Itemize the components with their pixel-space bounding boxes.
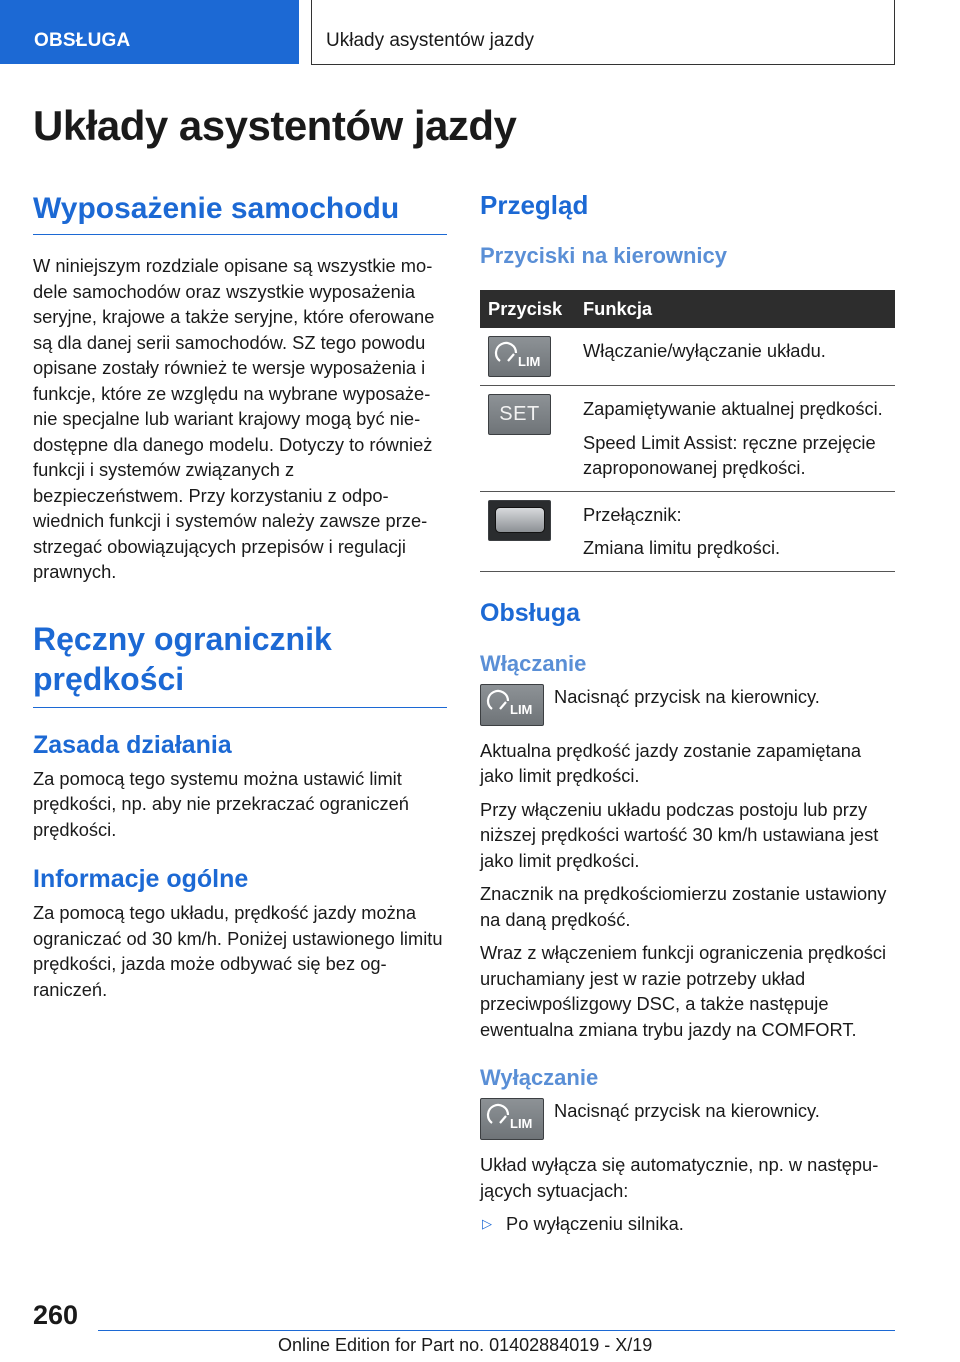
off-paragraph-1: Układ wyłącza się automatycznie, np. w następujących sytuacjach: bbox=[480, 1154, 879, 1201]
on-paragraph-3: Znacznik na prędkościomierzu zostanie ustawiony na daną prędkość. bbox=[480, 883, 887, 930]
footer-edition: Online Edition for Part no. 01402884019 - X/19 bbox=[278, 1335, 653, 1355]
table-cell-function: Zapamiętywanie aktualnej prędkości. Speed Limit Assist: ręczne przejęcie zaproponowanej prędkości. bbox=[575, 386, 895, 492]
off-step-text: Nacisnąć przycisk na kierownicy. bbox=[554, 1100, 820, 1121]
table-header-row bbox=[480, 290, 895, 328]
page-title: Układy asystentów jazdy bbox=[33, 102, 517, 149]
operation-heading: Obsługa bbox=[480, 598, 581, 627]
table-header-button: Przycisk bbox=[480, 290, 575, 328]
list-item bbox=[480, 1211, 895, 1237]
principle-heading: Zasada działania bbox=[33, 730, 232, 759]
svg-text:LIM: LIM bbox=[510, 1116, 533, 1131]
on-step bbox=[480, 684, 895, 726]
equipment-text: W niniejszym rozdziale opisane są wszystkie modele samochodów oraz wszystkie wyposażenia seryjne, krajowe a także seryjne, które oferowane są dla danej serii samochodów. SZ tego powodu opisane zostały również te wersje wyposażenia i funkcje, które ze względu na wybrane wyposażenie specjalne lub wariant krajowy mogą być niedostępne dla danego modelu. Dotyczy to również funkcji i systemów związanych z bezpieczeństwem. Przy korzystaniu z odpowiednich funkcji i systemów należy zawsze przestrzegać obowiązujących przepisów i regulacji prawnych. bbox=[33, 255, 435, 582]
table-header-function: Funkcja bbox=[575, 290, 895, 328]
principle-text: Za pomocą tego systemu można ustawić limit prędkości, np. aby nie przekraczać ograniczeń prędkości. bbox=[33, 767, 409, 840]
buttons-heading: Przyciski na kierownicy bbox=[480, 243, 728, 268]
list-item-text: Po wyłączeniu silnika. bbox=[506, 1213, 684, 1234]
on-paragraph-4: Wraz z włączeniem funkcji ograniczenia prędkości uruchamiany jest w razie potrzeby układ przeciwpoślizgowy DSC, a także następuje ewentualna zmiana trybu jazdy na COMFORT. bbox=[480, 942, 887, 1040]
general-heading: Informacje ogólne bbox=[33, 865, 249, 893]
equipment-heading: Wyposażenie samochodu bbox=[33, 190, 447, 235]
footer-divider bbox=[98, 1330, 895, 1331]
header-section-label: OBSŁUGA bbox=[34, 30, 131, 51]
limiter-heading: Ręczny ogranicznik prędkości bbox=[33, 619, 447, 708]
on-paragraph-1: Aktualna prędkość jazdy zostanie zapamiętana jako limit prędkości. bbox=[480, 739, 862, 786]
table-row bbox=[480, 328, 895, 386]
header-chapter-label: Układy asystentów jazdy bbox=[326, 30, 535, 51]
lim-button-icon bbox=[480, 1098, 544, 1140]
header-chapter-tab bbox=[311, 0, 895, 65]
table-row bbox=[480, 491, 895, 571]
triangle-bullet-icon: ▷ bbox=[482, 1216, 492, 1231]
on-paragraph-2: Przy włączeniu układu podczas postoju lub przy niższej prędkości wartość 30 km/h ustawiana jest jako limit prędkości. bbox=[480, 798, 879, 871]
table-row bbox=[480, 386, 895, 492]
table-cell-function: Przełącznik: Zmiana limitu prędkości. bbox=[575, 491, 895, 571]
buttons-table bbox=[480, 290, 895, 572]
svg-text:LIM: LIM bbox=[510, 701, 533, 717]
on-heading: Włączanie bbox=[480, 650, 587, 676]
on-step-text: Nacisnąć przycisk na kierownicy. bbox=[554, 685, 820, 707]
left-column bbox=[33, 190, 447, 1002]
overview-heading: Przegląd bbox=[480, 190, 589, 220]
page-number: 260 bbox=[33, 1300, 79, 1330]
table-cell-function: Włączanie/wyłączanie układu. bbox=[575, 328, 895, 386]
lim-button-icon bbox=[480, 684, 544, 726]
lim-button-icon bbox=[488, 336, 551, 377]
general-text: Za pomocą tego układu, prędkość jazdy można ograniczać od 30 km/h. Poniżej ustawionego limitu prędkości, jazda może odbywać się bez ograniczeń. bbox=[33, 902, 443, 1000]
set-button-icon: SET bbox=[488, 394, 551, 435]
rocker-switch-icon bbox=[488, 500, 551, 541]
off-step bbox=[480, 1098, 895, 1140]
header-section-tab bbox=[0, 0, 299, 64]
svg-text:LIM: LIM bbox=[517, 353, 540, 369]
off-heading: Wyłączanie bbox=[480, 1065, 599, 1090]
right-column bbox=[480, 190, 895, 1237]
